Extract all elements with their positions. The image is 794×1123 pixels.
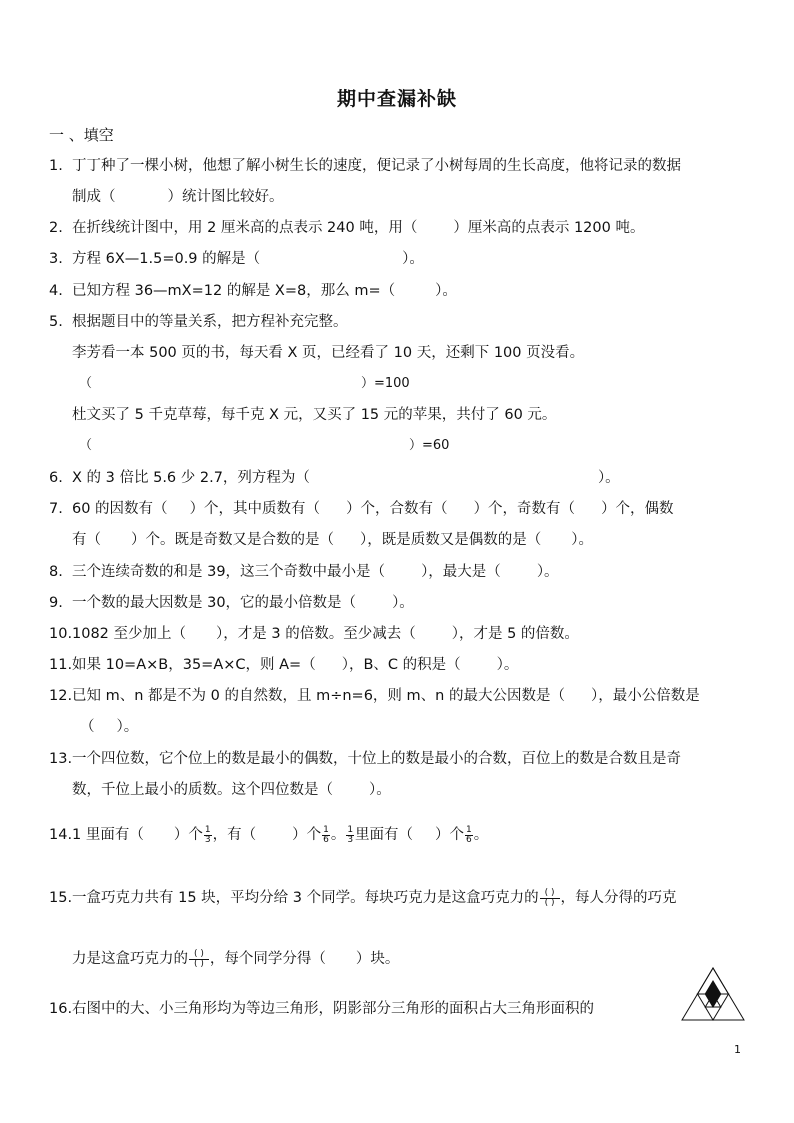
question-text: 1 里面有（ ）个 $\frac{1}{3}$ ，有（ ）个 $\frac{1}{6}$ 。 $\frac{1}{3}$ 里面有（ ）个 $\frac{1}{6}$ 。 [72, 824, 489, 845]
question-text: 60 的因数有（ ）个，其中质数有（ ）个，合数有（ ）个，奇数有（ ）个，偶数 [72, 501, 674, 517]
question-text: 根据题目中的等量关系，把方程补充完整。 [72, 314, 348, 330]
section-heading: 一 、填空 [49, 126, 114, 144]
question-text: X 的 3 倍比 5.6 少 2.7，列方程为（ ）。 [72, 470, 620, 486]
equation-open: （ [79, 438, 93, 453]
question-number: 14. [49, 827, 73, 843]
question-text: 丁丁种了一棵小树，他想了解小树生长的速度，便记录了小树每周的生长高度，他将记录的数据 [72, 158, 681, 174]
fraction: $\frac{1}{6}$ [466, 824, 472, 845]
question-text-continued: 有（ ）个。既是奇数又是合数的是（ ），既是质数又是偶数的是（ ）。 [72, 532, 593, 548]
fraction-blank[interactable]: $\frac{( )}{( )}$ [189, 950, 209, 969]
question-number: 10. [49, 626, 73, 642]
question-text: 一盒巧克力共有 15 块，平均分给 3 个同学。每块巧克力是这盒巧克力的 $\frac{( )}{( )}$ ，每人分得的巧克 [72, 887, 677, 908]
question-text: 右图中的大、小三角形均为等边三角形，阴影部分三角形的面积占大三角形面积的 [72, 1001, 594, 1017]
answer-blank[interactable] [96, 436, 406, 456]
fraction: $\frac{1}{3}$ [347, 824, 354, 845]
fraction-blank[interactable]: $\frac{( )}{( )}$ [540, 889, 560, 908]
question-number: 3. [49, 251, 63, 267]
question-text: 如果 10=A×B，35=A×C，则 A=（ ），B、C 的积是（ ）。 [72, 657, 519, 673]
question-number: 9. [49, 595, 63, 611]
question-number: 5. [49, 314, 63, 330]
question-text-continued: 力是这盒巧克力的 $\frac{( )}{( )}$ ，每个同学分得（ ）块。 [72, 948, 400, 969]
question-number: 2. [49, 220, 63, 236]
equation-close: ）=60 [409, 438, 450, 453]
question-text-continued: 制成（ ）统计图比较好。 [72, 189, 284, 205]
question-number: 16. [49, 1001, 73, 1017]
fraction: $\frac{1}{6}$ [323, 824, 329, 845]
sub-question-text: 李芳看一本 500 页的书，每天看 X 页，已经看了 10 天，还剩下 100 页没看。 [72, 345, 585, 361]
fraction: $\frac{1}{3}$ [204, 824, 211, 845]
equation-open: （ [79, 376, 93, 391]
question-number: 13. [49, 751, 73, 767]
question-text: 方程 6X—1.5=0.9 的解是（ ）。 [72, 251, 424, 267]
answer-blank[interactable] [96, 374, 356, 394]
triangle-figure [680, 966, 746, 1022]
question-text: 已知 m、n 都是不为 0 的自然数，且 m÷n=6，则 m、n 的最大公因数是（ ），最小公倍数是 [72, 688, 700, 704]
question-number: 1. [49, 158, 63, 174]
question-text-continued: （ ）。 [80, 719, 139, 735]
page-title: 期中查漏补缺 [336, 88, 457, 110]
equation-close: ）=100 [361, 376, 410, 391]
question-text: 一个四位数，它个位上的数是最小的偶数，十位上的数是最小的合数，百位上的数是合数且是奇 [72, 751, 681, 767]
question-number: 12. [49, 688, 73, 704]
question-number: 8. [49, 564, 63, 580]
question-text: 已知方程 36—mX=12 的解是 X=8，那么 m=（ ）。 [72, 283, 457, 299]
question-number: 7. [49, 501, 63, 517]
question-text: 在折线统计图中，用 2 厘米高的点表示 240 吨，用（ ）厘米高的点表示 1200 吨。 [72, 220, 645, 236]
question-text: 三个连续奇数的和是 39，这三个奇数中最小是（ ），最大是（ ）。 [72, 564, 559, 580]
question-text-continued: 数，千位上最小的质数。这个四位数是（ ）。 [72, 782, 391, 798]
sub-question-text: 杜文买了 5 千克草莓，每千克 X 元，又买了 15 元的苹果，共付了 60 元。 [72, 407, 557, 423]
question-number: 6. [49, 470, 63, 486]
question-text: 一个数的最大因数是 30，它的最小倍数是（ ）。 [72, 595, 414, 611]
question-number: 4. [49, 283, 63, 299]
question-text: 1082 至少加上（ ），才是 3 的倍数。至少减去（ ），才是 5 的倍数。 [72, 626, 579, 642]
question-number: 15. [49, 890, 73, 906]
question-number: 11. [49, 657, 73, 673]
page-number: 1 [734, 1043, 741, 1056]
